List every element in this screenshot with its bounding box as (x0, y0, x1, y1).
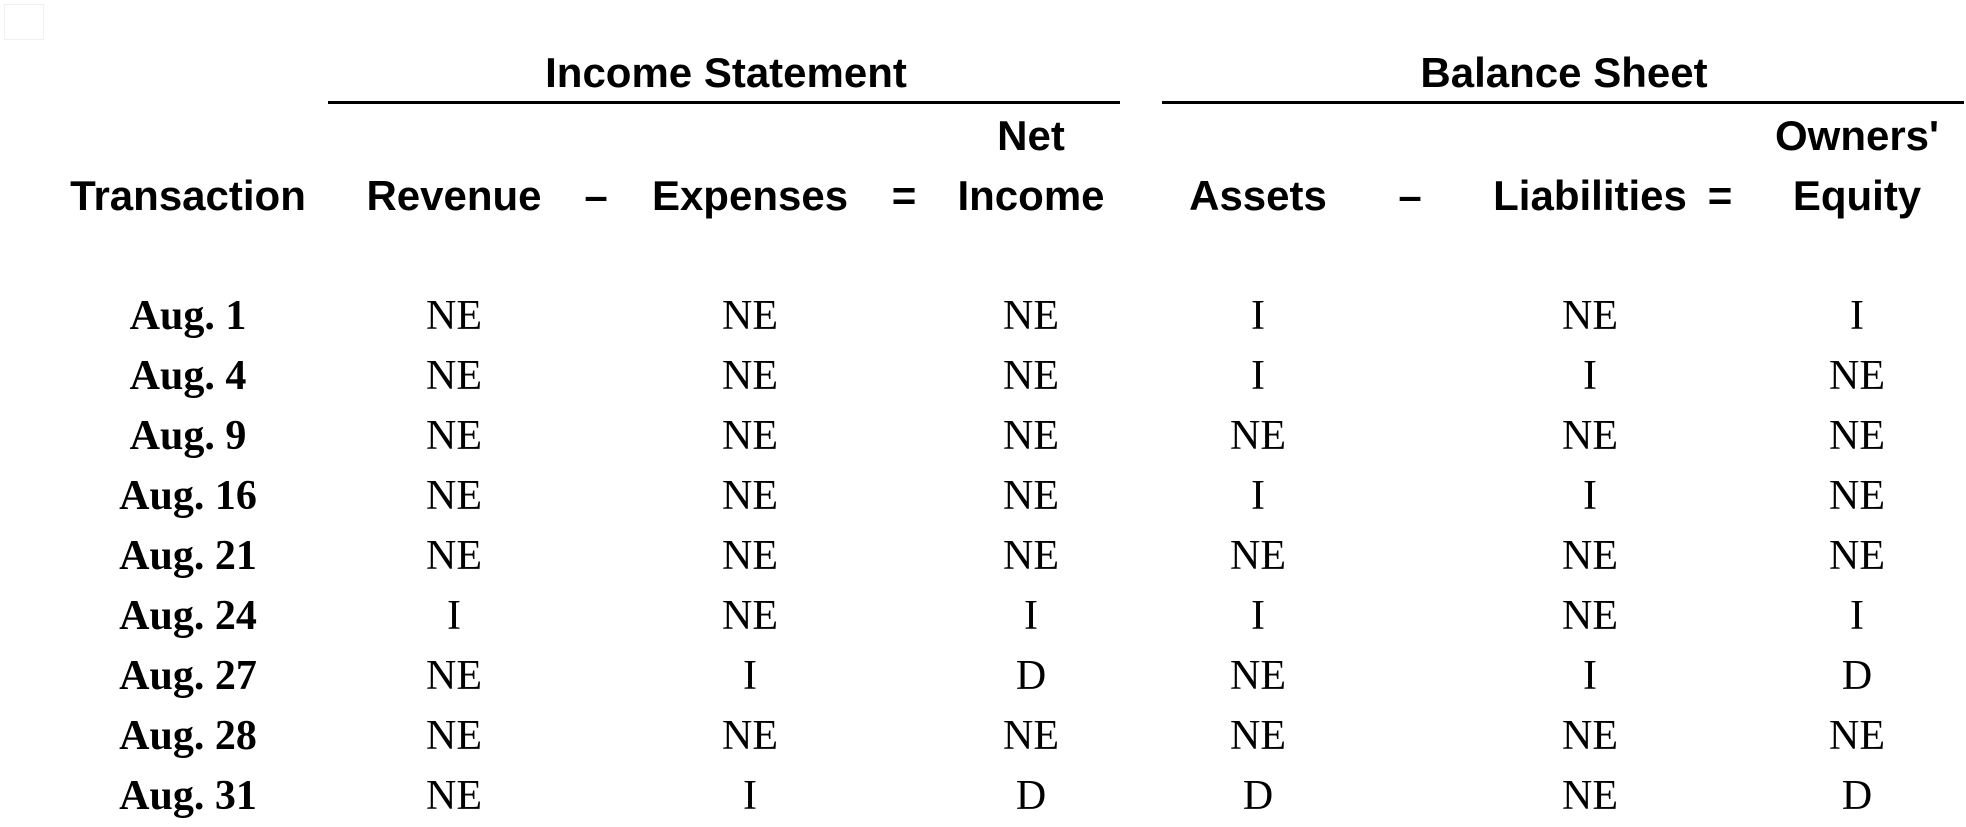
revenue-cell: NE (426, 773, 482, 819)
assets-cell: I (1251, 293, 1265, 339)
owners-equity-cell: NE (1829, 413, 1885, 459)
owners-equity-cell: D (1841, 653, 1873, 699)
operator-equals-2: = (1707, 172, 1733, 219)
revenue-cell: NE (426, 473, 482, 519)
liabilities-cell: NE (1562, 293, 1618, 339)
col-header-owners-equity-line1: Owners' (1774, 112, 1940, 159)
col-header-net-income-line2: Income (957, 172, 1105, 219)
owners-equity-cell: NE (1829, 713, 1885, 759)
owners-equity-cell: D (1841, 773, 1873, 819)
transaction-date: Aug. 24 (119, 593, 257, 639)
expenses-cell: NE (722, 413, 778, 459)
expenses-cell: NE (722, 473, 778, 519)
operator-equals-1: = (891, 172, 917, 219)
expenses-cell: I (743, 653, 757, 699)
transaction-date: Aug. 21 (119, 533, 257, 579)
assets-cell: NE (1230, 653, 1286, 699)
transaction-date: Aug. 31 (119, 773, 257, 819)
revenue-cell: NE (426, 713, 482, 759)
liabilities-cell: I (1583, 353, 1597, 399)
revenue-cell: NE (426, 353, 482, 399)
expenses-cell: NE (722, 353, 778, 399)
balance-sheet-rule (1162, 101, 1964, 104)
col-header-assets: Assets (1189, 172, 1327, 219)
income-statement-header: Income Statement (545, 49, 907, 96)
net-income-cell: NE (1003, 293, 1059, 339)
transaction-date: Aug. 1 (129, 293, 247, 339)
operator-minus-1: – (584, 172, 608, 219)
expenses-cell: NE (722, 593, 778, 639)
liabilities-cell: NE (1562, 593, 1618, 639)
expenses-cell: NE (722, 713, 778, 759)
net-income-cell: NE (1003, 413, 1059, 459)
net-income-cell: D (1015, 653, 1047, 699)
col-header-net-income-line1: Net (997, 112, 1065, 159)
revenue-cell: NE (426, 533, 482, 579)
transaction-date: Aug. 27 (119, 653, 257, 699)
liabilities-cell: NE (1562, 413, 1618, 459)
assets-cell: NE (1230, 713, 1286, 759)
owners-equity-cell: NE (1829, 533, 1885, 579)
income-statement-rule (328, 101, 1120, 104)
revenue-cell: I (447, 593, 461, 639)
col-header-liabilities: Liabilities (1493, 172, 1687, 219)
net-income-cell: D (1015, 773, 1047, 819)
balance-sheet-header: Balance Sheet (1420, 49, 1708, 96)
col-header-expenses: Expenses (651, 172, 849, 219)
assets-cell: NE (1230, 533, 1286, 579)
owners-equity-cell: I (1850, 293, 1864, 339)
owners-equity-cell: NE (1829, 353, 1885, 399)
assets-cell: NE (1230, 413, 1286, 459)
net-income-cell: NE (1003, 713, 1059, 759)
owners-equity-cell: NE (1829, 473, 1885, 519)
corner-mark (4, 4, 44, 40)
liabilities-cell: I (1583, 653, 1597, 699)
net-income-cell: NE (1003, 473, 1059, 519)
transaction-date: Aug. 9 (129, 413, 247, 459)
revenue-cell: NE (426, 653, 482, 699)
col-header-transaction: Transaction (70, 172, 306, 219)
net-income-cell: I (1024, 593, 1038, 639)
assets-cell: I (1251, 473, 1265, 519)
liabilities-cell: I (1583, 473, 1597, 519)
transaction-date: Aug. 16 (119, 473, 257, 519)
transaction-date: Aug. 4 (129, 353, 247, 399)
transaction-date: Aug. 28 (119, 713, 257, 759)
revenue-cell: NE (426, 293, 482, 339)
revenue-cell: NE (426, 413, 482, 459)
expenses-cell: NE (722, 533, 778, 579)
liabilities-cell: NE (1562, 713, 1618, 759)
net-income-cell: NE (1003, 533, 1059, 579)
col-header-revenue: Revenue (366, 172, 542, 219)
liabilities-cell: NE (1562, 533, 1618, 579)
assets-cell: I (1251, 353, 1265, 399)
liabilities-cell: NE (1562, 773, 1618, 819)
expenses-cell: NE (722, 293, 778, 339)
operator-minus-2: – (1398, 172, 1422, 219)
expenses-cell: I (743, 773, 757, 819)
owners-equity-cell: I (1850, 593, 1864, 639)
net-income-cell: NE (1003, 353, 1059, 399)
assets-cell: D (1242, 773, 1274, 819)
assets-cell: I (1251, 593, 1265, 639)
col-header-owners-equity-line2: Equity (1792, 172, 1922, 219)
